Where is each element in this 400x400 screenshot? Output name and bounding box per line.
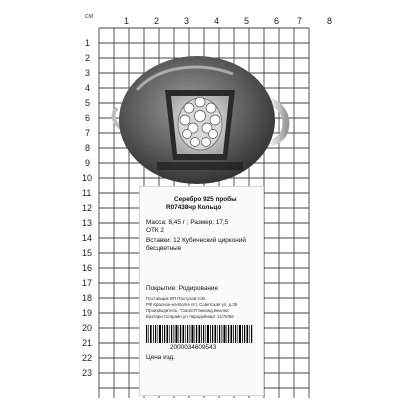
top-number-5: 5 bbox=[244, 16, 250, 26]
top-number-4: 4 bbox=[214, 16, 220, 26]
left-number-12: 12 bbox=[82, 203, 93, 213]
left-number-7: 7 bbox=[85, 128, 91, 138]
top-number-3: 3 bbox=[184, 16, 190, 26]
top-number-8: 8 bbox=[327, 16, 333, 26]
ring-photo bbox=[107, 50, 293, 190]
left-number-14: 14 bbox=[82, 233, 93, 243]
left-number-13: 13 bbox=[82, 218, 93, 228]
barcode bbox=[146, 325, 254, 343]
left-number-9: 9 bbox=[85, 158, 91, 168]
tag-article: R07438чр Кольцо bbox=[166, 204, 222, 211]
tag-supplier-3: Производитель: "Смоля"Ганканд,Веклюс bbox=[146, 308, 230, 313]
tag-otk: ОТК 2 bbox=[146, 227, 164, 234]
unit-label: см bbox=[85, 13, 94, 20]
left-number-4: 4 bbox=[85, 83, 91, 93]
left-number-11: 11 bbox=[82, 188, 92, 198]
left-number-19: 19 bbox=[82, 308, 93, 318]
left-number-8: 8 bbox=[85, 143, 91, 153]
left-number-18: 18 bbox=[82, 293, 93, 303]
barcode-number: 2000034609543 bbox=[170, 344, 217, 351]
left-number-21: 21 bbox=[82, 338, 93, 348]
tag-supplier-2: РФ Красное-на-Волге пгт, Советская ул, д.39 bbox=[146, 302, 238, 307]
price-tag bbox=[139, 186, 264, 396]
left-number-15: 15 bbox=[82, 248, 93, 258]
left-number-22: 22 bbox=[82, 353, 93, 363]
tag-supplier-4: Бахтари Селрайн ул.Чародейнарт 11/76/56 bbox=[146, 314, 234, 319]
tag-mass-size: Масса: 8,45 г ; Размер: 17,5 bbox=[146, 219, 229, 226]
left-number-5: 5 bbox=[85, 98, 91, 108]
ring-base-shadow bbox=[157, 162, 243, 170]
tag-coating: Покрытие: Родирование bbox=[146, 285, 219, 292]
top-number-6: 6 bbox=[274, 16, 280, 26]
tag-metal: Серебро 925 пробы bbox=[174, 196, 237, 203]
left-number-2: 2 bbox=[85, 53, 91, 63]
left-number-16: 16 bbox=[82, 263, 93, 273]
left-number-17: 17 bbox=[82, 278, 93, 288]
top-number-7: 7 bbox=[297, 16, 303, 26]
left-number-1: 1 bbox=[85, 38, 91, 48]
left-number-6: 6 bbox=[85, 113, 91, 123]
tag-price-label: Цена изд. bbox=[146, 354, 176, 361]
tag-inserts-color: бесцветные bbox=[146, 245, 182, 252]
left-number-10: 10 bbox=[82, 173, 93, 183]
top-number-2: 2 bbox=[154, 16, 160, 26]
left-number-3: 3 bbox=[85, 68, 91, 78]
tag-inserts: Вставки: 12 Кубический цирконий bbox=[146, 237, 246, 244]
top-number-1: 1 bbox=[124, 16, 130, 26]
left-number-23: 23 bbox=[82, 368, 93, 378]
left-number-20: 20 bbox=[82, 323, 93, 333]
tag-supplier-1: Поставщик ИП Пастухов Н.В. bbox=[146, 296, 206, 301]
